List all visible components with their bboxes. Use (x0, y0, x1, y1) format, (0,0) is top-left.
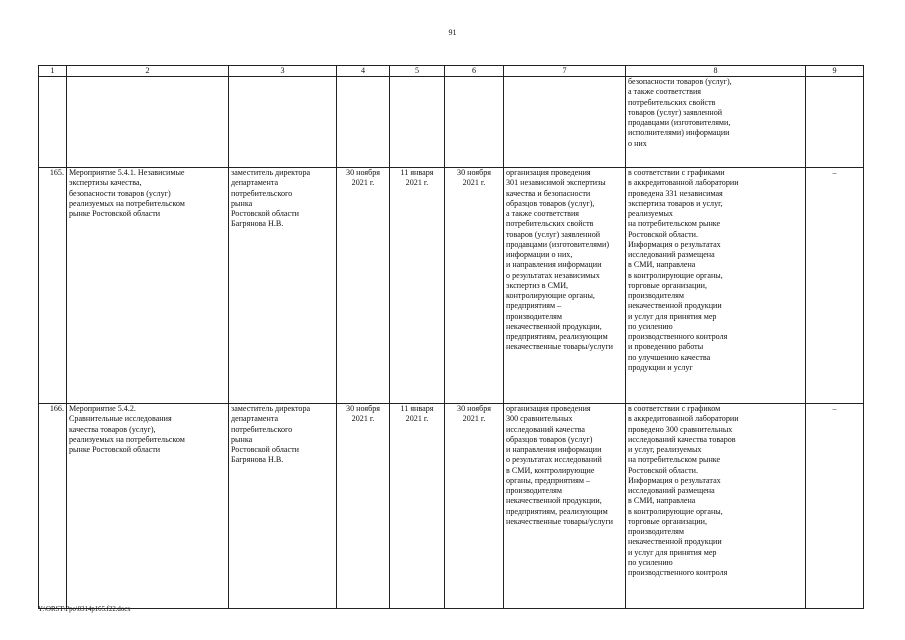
responsible-cell: заместитель директора департамента потребительского рынка Ростовской области Багрянова Н.В. (229, 404, 337, 609)
result-cell: в соответствии с графиками в аккредитованной лаборатории проведена 331 независимая экспертиза товаров и услуг, реализуемых на потребительском рынке Ростовской области. Информация о результатах исследований размещена в СМИ, направлена в контролирующие органы, торговые организации, производителям некачественной продукции и услуг для принятия мер по усилению производственного контроля и проведению работы по улучшению качества продукции и услуг (626, 168, 806, 404)
column-number: 6 (445, 66, 504, 77)
column-number: 2 (67, 66, 229, 77)
report-table (38, 65, 864, 609)
event-cell: Мероприятие 5.4.1. Независимые экспертизы качества, безопасности товаров (услуг) реализуемых на потребительском рынке Ростовской области (67, 168, 229, 404)
row-number: 166. (39, 404, 67, 609)
table-row (39, 404, 864, 609)
empty-cell (445, 77, 504, 168)
responsible-cell: заместитель директора департамента потребительского рынка Ростовской области Багрянова Н.В. (229, 168, 337, 404)
column-number-row (39, 66, 864, 77)
file-path-footer: Y:\ORST\Ppo\0314p165.f22.docx (38, 606, 131, 613)
column-number: 4 (337, 66, 390, 77)
empty-cell (39, 77, 67, 168)
result-cell: безопасности товаров (услуг), а также соответствия потребительских свойств товаров (услуг) заявленной продавцами (изготовителями, исполнителями) информации о них (626, 77, 806, 168)
column-number: 9 (806, 66, 864, 77)
continuation-row (39, 77, 864, 168)
page-number: 91 (448, 28, 457, 37)
empty-cell (337, 77, 390, 168)
result-cell: в соответствии с графиком в аккредитованной лаборатории проведено 300 сравнительных исследований качества товаров и услуг, реализуемых на потребительском рынке Ростовской области. Информация о результатах исследований размещена в СМИ, направлена в контролирующие органы, торговые организации, производителям некачественной продукции и услуг для принятия мер по усилению производственного контроля (626, 404, 806, 609)
date-cell: 11 января 2021 г. (390, 168, 445, 404)
column-number: 3 (229, 66, 337, 77)
empty-cell (229, 77, 337, 168)
column-number: 5 (390, 66, 445, 77)
event-cell: Мероприятие 5.4.2. Сравнительные исследования качества товаров (услуг), реализуемых на потребительском рынке Ростовской области (67, 404, 229, 609)
column-number: 7 (504, 66, 626, 77)
empty-cell (504, 77, 626, 168)
row-number: 165. (39, 168, 67, 404)
date-cell: 30 ноября 2021 г. (445, 404, 504, 609)
note-cell: – (806, 168, 864, 404)
table-row (39, 168, 864, 404)
date-cell: 30 ноября 2021 г. (337, 404, 390, 609)
empty-cell (67, 77, 229, 168)
column-number: 8 (626, 66, 806, 77)
empty-cell (806, 77, 864, 168)
planned-result-cell: организация проведения 301 независимой экспертизы качества и безопасности образцов товаров (услуг), а также соответствия потребительских свойств товаров (услуг) заявленной продавцами (изготовителями) информации о них, и направления информации о результатах независимых экспертиз в СМИ, контролирующие органы, предприятиям – производителям некачественной продукции, предприятиям, реализующим некачественные товары/услуги (504, 168, 626, 404)
empty-cell (390, 77, 445, 168)
date-cell: 30 ноября 2021 г. (337, 168, 390, 404)
column-number: 1 (39, 66, 67, 77)
date-cell: 30 ноября 2021 г. (445, 168, 504, 404)
note-cell: – (806, 404, 864, 609)
date-cell: 11 января 2021 г. (390, 404, 445, 609)
planned-result-cell: организация проведения 300 сравнительных исследований качества образцов товаров (услуг) и направления информации о результатах исследований в СМИ, контролирующие органы, предприятиям – производителям некачественной продукции, предприятиям, реализующим некачественные товары/услуги (504, 404, 626, 609)
